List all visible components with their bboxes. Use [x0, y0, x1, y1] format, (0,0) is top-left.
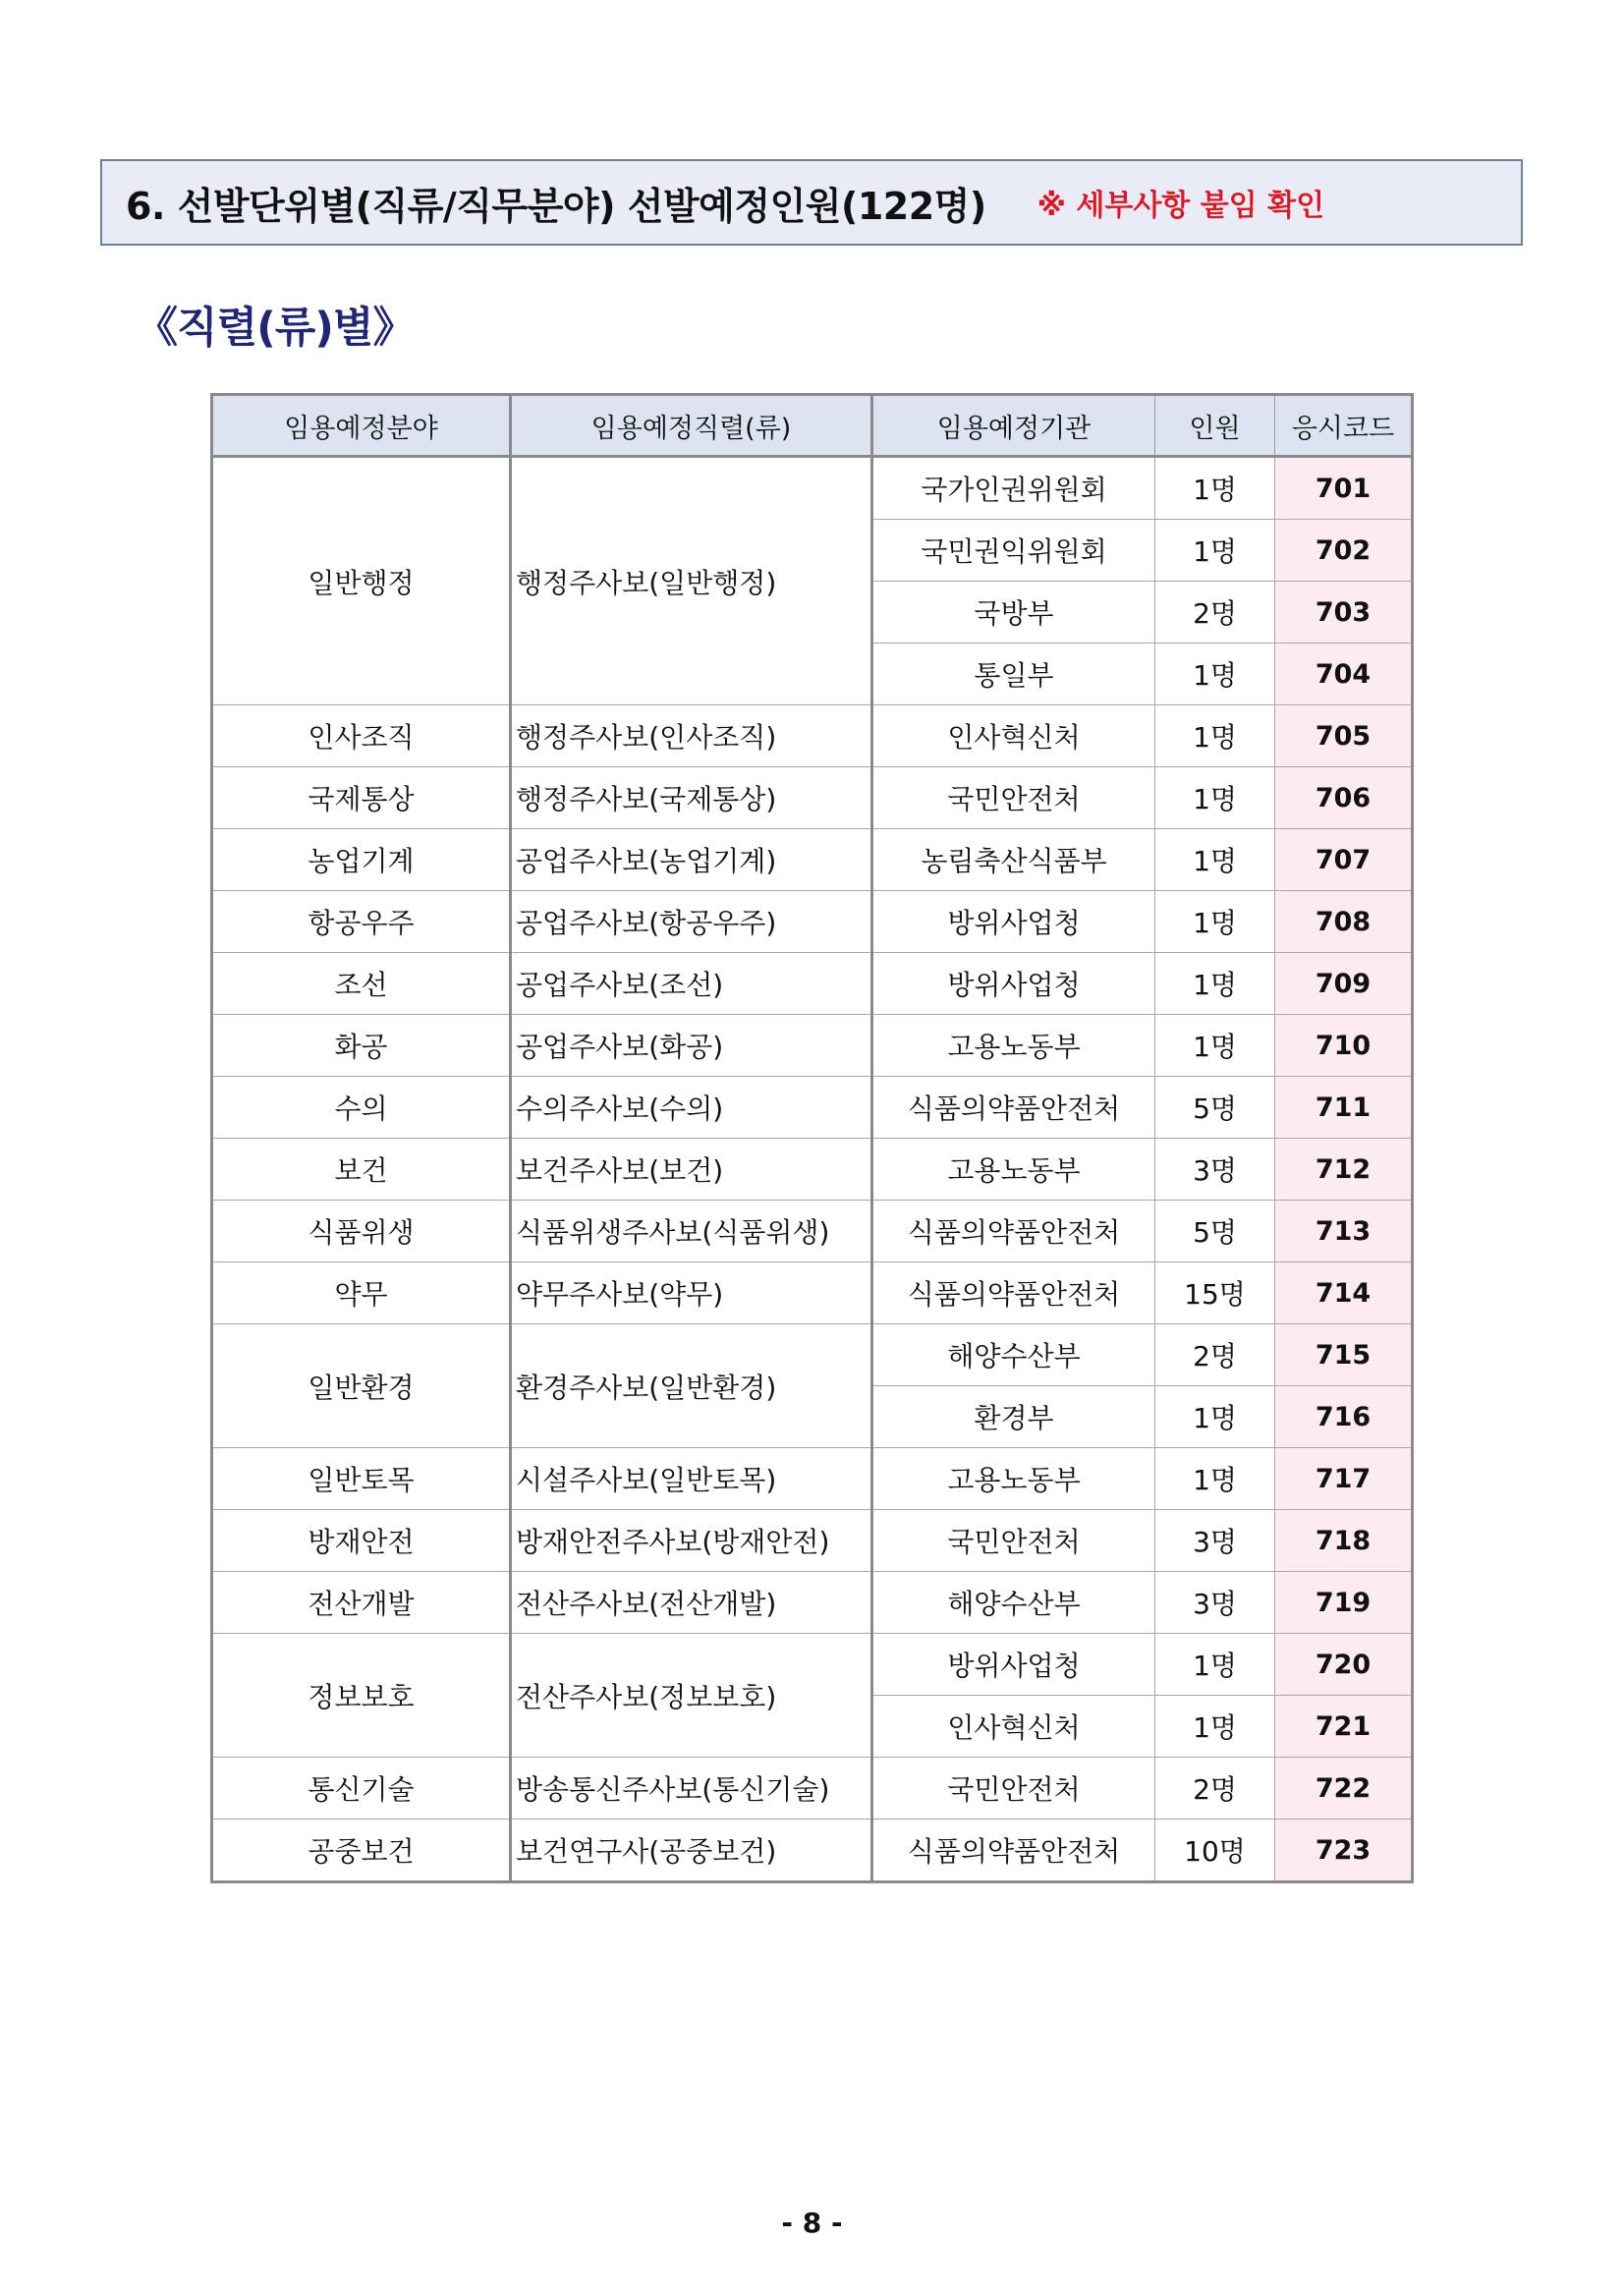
- cell-code: 720: [1275, 1634, 1413, 1696]
- cell-field: 조선: [212, 953, 511, 1015]
- table-row: [212, 1324, 1413, 1386]
- cell-count: 1명: [1155, 829, 1275, 891]
- cell-agency: 식품의약품안전처: [872, 1077, 1155, 1139]
- cell-field: 공중보건: [212, 1820, 511, 1882]
- section-title: 6. 선발단위별(직류/직무분야) 선발예정인원(122명): [126, 184, 986, 228]
- cell-code: 705: [1275, 705, 1413, 767]
- cell-field: 국제통상: [212, 767, 511, 829]
- cell-code: 713: [1275, 1201, 1413, 1262]
- cell-agency: 인사혁신처: [872, 705, 1155, 767]
- cell-agency: 환경부: [872, 1386, 1155, 1448]
- table-row: [212, 1201, 1413, 1262]
- cell-code: 707: [1275, 829, 1413, 891]
- cell-count: 1명: [1155, 1386, 1275, 1448]
- cell-count: 1명: [1155, 457, 1275, 520]
- cell-field: 수의: [212, 1077, 511, 1139]
- cell-count: 3명: [1155, 1139, 1275, 1201]
- cell-code: 719: [1275, 1572, 1413, 1634]
- cell-code: 704: [1275, 644, 1413, 705]
- cell-field: 화공: [212, 1015, 511, 1077]
- cell-field: 방재안전: [212, 1510, 511, 1572]
- cell-agency: 고용노동부: [872, 1015, 1155, 1077]
- cell-count: 1명: [1155, 1696, 1275, 1758]
- cell-field: 전산개발: [212, 1572, 511, 1634]
- table-row: [212, 891, 1413, 953]
- subheading: 《직렬(류)별》: [136, 304, 415, 353]
- cell-series: 전산주사보(전산개발): [511, 1572, 872, 1634]
- cell-count: 5명: [1155, 1201, 1275, 1262]
- cell-series: 식품위생주사보(식품위생): [511, 1201, 872, 1262]
- cell-field: 일반토목: [212, 1448, 511, 1510]
- cell-code: 711: [1275, 1077, 1413, 1139]
- cell-code: 706: [1275, 767, 1413, 829]
- cell-agency: 국민안전처: [872, 767, 1155, 829]
- cell-agency: 방위사업청: [872, 953, 1155, 1015]
- cell-series: 전산주사보(정보보호): [511, 1634, 872, 1758]
- cell-count: 5명: [1155, 1077, 1275, 1139]
- cell-count: 1명: [1155, 1015, 1275, 1077]
- table-row: [212, 1077, 1413, 1139]
- cell-field: 약무: [212, 1262, 511, 1324]
- cell-count: 1명: [1155, 767, 1275, 829]
- cell-agency: 고용노동부: [872, 1448, 1155, 1510]
- cell-count: 1명: [1155, 891, 1275, 953]
- cell-count: 3명: [1155, 1510, 1275, 1572]
- cell-agency: 국가인권위원회: [872, 457, 1155, 520]
- cell-series: 방송통신주사보(통신기술): [511, 1758, 872, 1820]
- cell-series: 행정주사보(인사조직): [511, 705, 872, 767]
- cell-agency: 식품의약품안전처: [872, 1201, 1155, 1262]
- recruitment-table: [210, 393, 1414, 1883]
- cell-field: 일반행정: [212, 457, 511, 705]
- cell-agency: 방위사업청: [872, 1634, 1155, 1696]
- cell-field: 식품위생: [212, 1201, 511, 1262]
- header-count: 인원: [1155, 395, 1275, 457]
- cell-agency: 국방부: [872, 582, 1155, 644]
- table-row: [212, 1448, 1413, 1510]
- cell-field: 농업기계: [212, 829, 511, 891]
- cell-code: 723: [1275, 1820, 1413, 1882]
- cell-count: 2명: [1155, 1324, 1275, 1386]
- cell-count: 1명: [1155, 644, 1275, 705]
- section-title-box: [100, 159, 1523, 246]
- cell-count: 2명: [1155, 1758, 1275, 1820]
- table-row: [212, 1262, 1413, 1324]
- cell-code: 708: [1275, 891, 1413, 953]
- cell-agency: 방위사업청: [872, 891, 1155, 953]
- cell-code: 703: [1275, 582, 1413, 644]
- table-header-row: [212, 395, 1413, 457]
- cell-series: 약무주사보(약무): [511, 1262, 872, 1324]
- cell-agency: 국민권익위원회: [872, 520, 1155, 582]
- cell-code: 718: [1275, 1510, 1413, 1572]
- cell-count: 10명: [1155, 1820, 1275, 1882]
- cell-code: 715: [1275, 1324, 1413, 1386]
- cell-agency: 해양수산부: [872, 1324, 1155, 1386]
- cell-series: 공업주사보(조선): [511, 953, 872, 1015]
- header-agency: 임용예정기관: [872, 395, 1155, 457]
- cell-count: 1명: [1155, 1634, 1275, 1696]
- cell-code: 710: [1275, 1015, 1413, 1077]
- cell-series: 공업주사보(화공): [511, 1015, 872, 1077]
- table-row: [212, 1820, 1413, 1882]
- cell-count: 2명: [1155, 582, 1275, 644]
- cell-count: 1명: [1155, 520, 1275, 582]
- table-row: [212, 1758, 1413, 1820]
- cell-agency: 국민안전처: [872, 1510, 1155, 1572]
- table-row: [212, 705, 1413, 767]
- cell-agency: 국민안전처: [872, 1758, 1155, 1820]
- cell-code: 701: [1275, 457, 1413, 520]
- cell-code: 716: [1275, 1386, 1413, 1448]
- table-row: [212, 953, 1413, 1015]
- table-row: [212, 1015, 1413, 1077]
- cell-field: 일반환경: [212, 1324, 511, 1448]
- table-row: [212, 1510, 1413, 1572]
- cell-agency: 해양수산부: [872, 1572, 1155, 1634]
- cell-code: 721: [1275, 1696, 1413, 1758]
- table-body: [212, 457, 1413, 1882]
- cell-code: 709: [1275, 953, 1413, 1015]
- table-row: [212, 457, 1413, 520]
- cell-code: 722: [1275, 1758, 1413, 1820]
- cell-series: 보건연구사(공중보건): [511, 1820, 872, 1882]
- cell-field: 항공우주: [212, 891, 511, 953]
- table-row: [212, 1634, 1413, 1696]
- cell-code: 717: [1275, 1448, 1413, 1510]
- cell-agency: 인사혁신처: [872, 1696, 1155, 1758]
- cell-field: 보건: [212, 1139, 511, 1201]
- table-row: [212, 767, 1413, 829]
- table-row: [212, 1139, 1413, 1201]
- cell-series: 시설주사보(일반토목): [511, 1448, 872, 1510]
- cell-agency: 농림축산식품부: [872, 829, 1155, 891]
- section-note: ※ 세부사항 붙임 확인: [1036, 189, 1325, 223]
- header-code: 응시코드: [1275, 395, 1413, 457]
- cell-field: 인사조직: [212, 705, 511, 767]
- page-number: - 8 -: [781, 2207, 843, 2239]
- cell-code: 712: [1275, 1139, 1413, 1201]
- cell-code: 702: [1275, 520, 1413, 582]
- table-row: [212, 1572, 1413, 1634]
- cell-series: 보건주사보(보건): [511, 1139, 872, 1201]
- header-series: 임용예정직렬(류): [511, 395, 872, 457]
- cell-series: 공업주사보(항공우주): [511, 891, 872, 953]
- cell-series: 수의주사보(수의): [511, 1077, 872, 1139]
- header-field: 임용예정분야: [212, 395, 511, 457]
- cell-agency: 통일부: [872, 644, 1155, 705]
- cell-code: 714: [1275, 1262, 1413, 1324]
- cell-count: 1명: [1155, 953, 1275, 1015]
- cell-series: 공업주사보(농업기계): [511, 829, 872, 891]
- cell-series: 행정주사보(국제통상): [511, 767, 872, 829]
- cell-agency: 식품의약품안전처: [872, 1820, 1155, 1882]
- cell-series: 행정주사보(일반행정): [511, 457, 872, 705]
- table-row: [212, 829, 1413, 891]
- cell-count: 15명: [1155, 1262, 1275, 1324]
- cell-field: 정보보호: [212, 1634, 511, 1758]
- cell-series: 환경주사보(일반환경): [511, 1324, 872, 1448]
- cell-series: 방재안전주사보(방재안전): [511, 1510, 872, 1572]
- cell-count: 1명: [1155, 1448, 1275, 1510]
- cell-agency: 식품의약품안전처: [872, 1262, 1155, 1324]
- cell-agency: 고용노동부: [872, 1139, 1155, 1201]
- cell-field: 통신기술: [212, 1758, 511, 1820]
- cell-count: 1명: [1155, 705, 1275, 767]
- cell-count: 3명: [1155, 1572, 1275, 1634]
